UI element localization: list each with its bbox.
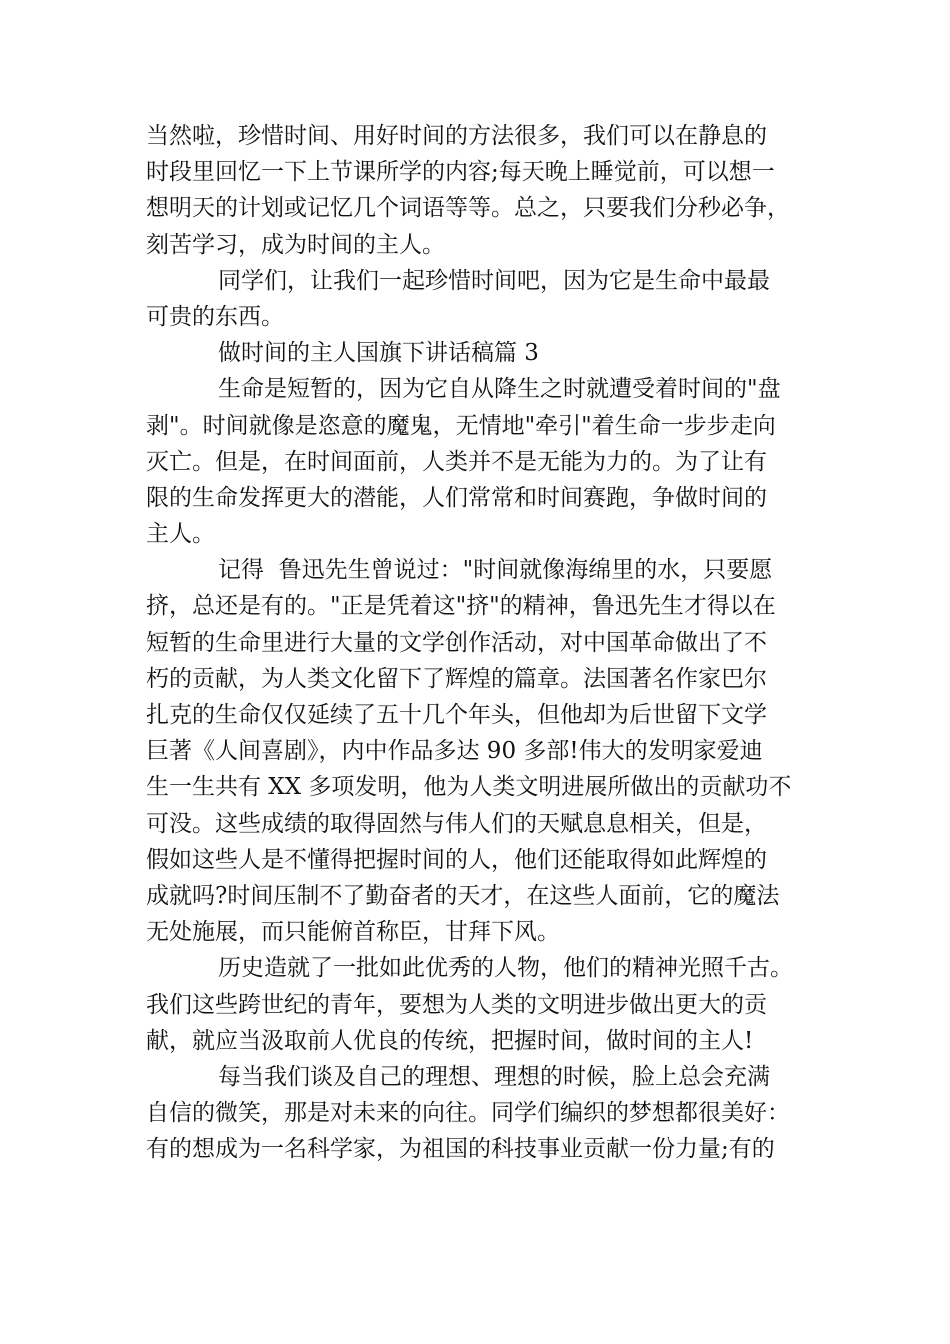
text-line: 我们这些跨世纪的青年，要想为人类的文明进步做出更大的贡 <box>146 991 767 1018</box>
text-line: 成就吗?时间压制不了勤奋者的天才，在这些人面前，它的魔法 <box>146 882 780 909</box>
text-line: 有的想成为一名科学家，为祖国的科技事业贡献一份力量;有的 <box>146 1136 775 1163</box>
text-line: 同学们，让我们一起珍惜时间吧，因为它是生命中最最 <box>218 267 770 294</box>
text-line: 灭亡。但是，在时间面前，人类并不是无能为力的。为了让有 <box>146 448 767 475</box>
text-line: 生命是短暂的，因为它自从降生之时就遭受着时间的"盘 <box>218 376 781 403</box>
text-line: 剥"。时间就像是恣意的魔鬼，无情地"牵引"着生命一步步走向 <box>146 412 776 439</box>
text-line: 巨著《人间喜剧》，内中作品多达 90 多部!伟大的发明家爱迪 <box>146 738 763 765</box>
text-line: 挤，总还是有的。"正是凭着这"挤"的精神，鲁迅先生才得以在 <box>146 593 776 620</box>
text-line: 可贵的东西。 <box>146 303 284 330</box>
text-line: 无处施展，而只能俯首称臣，甘拜下风。 <box>146 919 560 946</box>
text-line: 刻苦学习，成为时间的主人。 <box>146 231 445 258</box>
text-line: 历史造就了一批如此优秀的人物，他们的精神光照千古。 <box>218 955 793 982</box>
text-line: 想明天的计划或记忆几个词语等等。总之，只要我们分秒必争， <box>146 195 790 222</box>
text-line: 自信的微笑，那是对未来的向往。同学们编织的梦想都很美好： <box>146 1100 790 1127</box>
text-line: 扎克的生命仅仅延续了五十几个年头，但他却为后世留下文学 <box>146 702 767 728</box>
text-line: 当然啦，珍惜时间、用好时间的方法很多，我们可以在静息的 <box>146 123 767 149</box>
document-body <box>146 118 806 1167</box>
text-line: 献，就应当汲取前人优良的传统，把握时间，做时间的主人! <box>146 1027 754 1054</box>
text-line: 每当我们谈及自己的理想、理想的时候，脸上总会充满 <box>218 1063 770 1090</box>
text-line: 记得 鲁迅先生曾说过："时间就像海绵里的水，只要愿 <box>218 557 773 584</box>
text-line: 假如这些人是不懂得把握时间的人，他们还能取得如此辉煌的 <box>146 846 767 873</box>
text-line: 可没。这些成绩的取得固然与伟人们的天赋息息相关，但是， <box>146 810 767 837</box>
text-line: 生一生共有 XX 多项发明，他为人类文明进展所做出的贡献功不 <box>146 774 792 801</box>
text-line: 时段里回忆一下上节课所学的内容;每天晚上睡觉前，可以想一 <box>146 159 775 186</box>
text-line: 主人。 <box>146 521 215 548</box>
text-line: 限的生命发挥更大的潜能，人们常常和时间赛跑，争做时间的 <box>146 484 767 511</box>
section-heading: 做时间的主人国旗下讲话稿篇 3 <box>218 340 539 367</box>
text-line: 朽的贡献，为人类文化留下了辉煌的篇章。法国著名作家巴尔 <box>146 665 767 692</box>
text-line: 短暂的生命里进行大量的文学创作活动，对中国革命做出了不 <box>146 629 767 656</box>
